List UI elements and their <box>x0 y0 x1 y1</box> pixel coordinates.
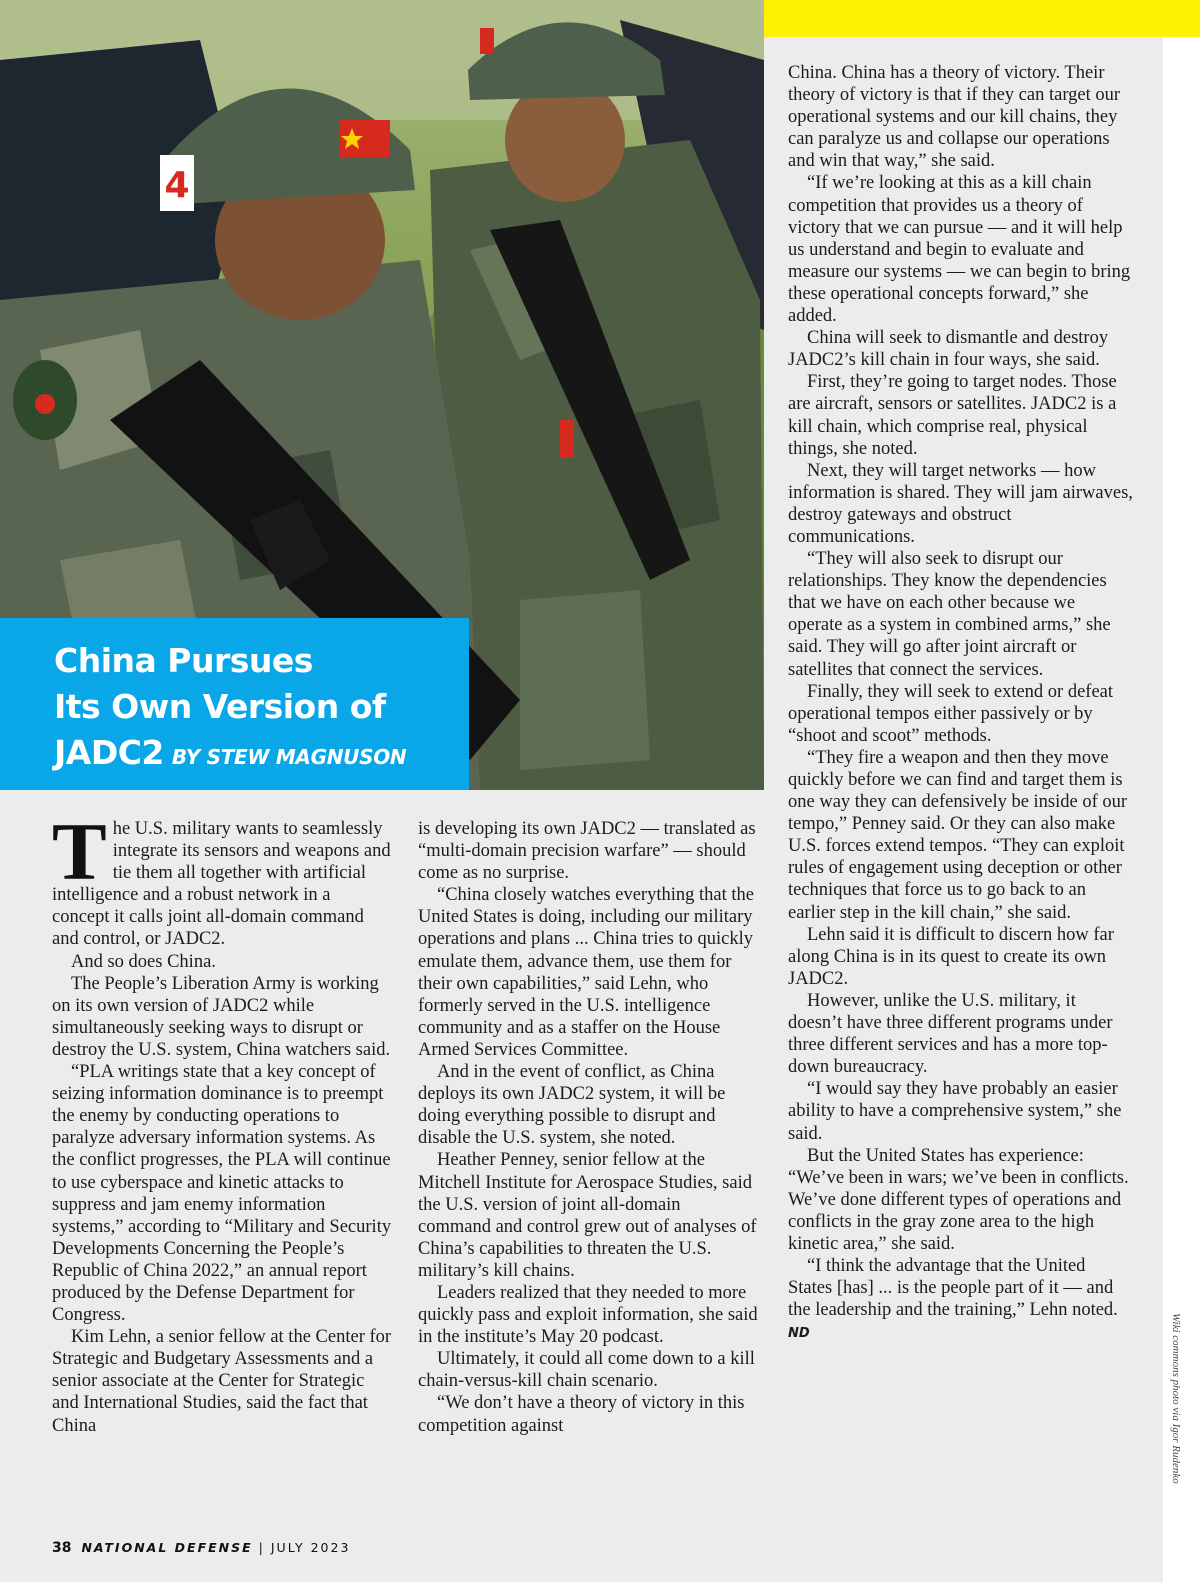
paragraph: China. China has a theory of victory. Their theory of victory is that if they can target our operational systems and our kill chains, they can paralyze us and collapse our operations and win that way,” she said. <box>788 63 1121 172</box>
paragraph: “They will also seek to disrupt our relationships. They know the dependencies that we have on each other because we operate as a system in combined arms,” she said. They will go after joint aircraft or satellites that connect the services. <box>788 549 1111 680</box>
paragraph: “We don’t have a theory of victory in this competition against <box>418 1393 745 1436</box>
magazine-name: NATIONAL DEFENSE <box>81 1540 253 1555</box>
paragraph: is developing its own JADC2 — translated as “multi-domain precision warfare” — should come as no surprise. <box>418 819 756 884</box>
headline-box <box>0 618 469 790</box>
paragraph: However, unlike the U.S. military, it doesn’t have three different programs under three different services and has a more top-down bureaucracy. <box>788 990 1113 1078</box>
paragraph: “If we’re looking at this as a kill chain competition that provides us a theory of victory that we can pursue — and it will help us understand and begin to evaluate and measure our systems — we can begin to bring these operational concepts forward,” she added. <box>788 173 1131 327</box>
helmet-number: 4 <box>164 165 190 206</box>
end-mark: ND <box>788 1326 810 1342</box>
paragraph: “PLA writings state that a key concept of seizing information dominance is to preempt the enemy by conducting operations to paralyze adversary information systems. As the conflict progresses, the PLA will continue to use cyberspace and kinetic attacks to suppress and jam enemy information systems,” according to “Military and Security Developments Concerning the People’s Republic of China 2022,” an annual report produced by the Defense Department for Congress. <box>52 1062 392 1326</box>
page-footer <box>52 1540 350 1556</box>
paragraph: Next, they will target networks — how information is shared. They will jam airwaves, destroy gateways and obstruct communications. <box>788 460 1133 547</box>
paragraph: Heather Penney, senior fellow at the Mitchell Institute for Aerospace Studies, said the U.S. version of joint all-domain command and control grew out of analyses of China’s capabilities to threaten the U.S. military’s kill chains. <box>418 1150 757 1281</box>
paragraph: Ultimately, it could all come down to a kill chain-versus-kill chain scenario. <box>418 1349 755 1392</box>
paragraph: And in the event of conflict, as China deploys its own JADC2 system, it will be doing everything possible to disrupt and disable the U.S. system, she noted. <box>418 1062 726 1149</box>
byline: BY STEW MAGNUSON <box>171 745 407 769</box>
paragraph: “China closely watches everything that the United States is doing, including our military operations and plans ... China tries to quickly emulate them, advance them, use them for their own capabilities,” said Lehn, who formerly served in the U.S. intelligence community and as a staffer on the House Armed Services Committee. <box>418 885 754 1060</box>
article-column-2 <box>418 818 758 1437</box>
paragraph: “They fire a weapon and then they move quickly before we can find and target them is one way they can defensively be inside of our tempo,” Penney said. Or they can also make U.S. forces extend tempos. “They can exploit rules of engagement using deception or other techniques that force us to go back to an earlier step in the kill chain,” she said. <box>788 747 1128 923</box>
headline-line-3 <box>54 730 469 780</box>
paragraph: The U.S. military wants to seamlessly integrate its sensors and weapons and tie them all together with artificial intelligence and a robust network in a concept it calls joint all-domain command and control, or JADC2. <box>52 806 391 950</box>
paragraph: And so does China. <box>71 951 216 972</box>
paragraph: Kim Lehn, a senior fellow at the Center for Strategic and Budgetary Assessments and a senior associate at the Center for Strategic and International Studies, said the fact that China <box>52 1327 392 1436</box>
paragraph: Leaders realized that they needed to more quickly pass and exploit information, she said in the institute’s May 20 podcast. <box>418 1282 758 1348</box>
paragraph: “I would say they have probably an easier ability to have a comprehensive system,” she said. <box>788 1079 1122 1144</box>
paragraph: Finally, they will seek to extend or defeat operational tempos either passively or by “shoot and scoot” methods. <box>788 681 1114 746</box>
headline-jadc2: JADC2 <box>54 733 164 772</box>
paragraph: “I think the advantage that the United States [has] ... is the people part of it — and the leadership and the training,” Lehn noted. ND <box>788 1256 1118 1342</box>
headline-line-2: Its Own Version of <box>54 687 386 726</box>
page-number: 38 <box>52 1540 72 1556</box>
article-column-3 <box>788 62 1133 1345</box>
paragraph: Lehn said it is difficult to discern how far along China is in its quest to create its own JADC2. <box>788 924 1114 989</box>
flag-patch-icon <box>480 28 494 54</box>
dropcap: T <box>52 806 107 897</box>
issue-date: JULY 2023 <box>270 1540 351 1555</box>
section-accent-bar <box>764 0 1200 37</box>
photo-credit: Wiki commons photo via Igor Rudenko <box>1170 1313 1182 1484</box>
footer-separator: | <box>258 1540 265 1555</box>
paragraph: But the United States has experience: “We’ve been in wars; we’ve been in conflicts. We’ve done different types of operations and conflicts in the gray zone area to the high kinetic area,” she said. <box>788 1145 1129 1254</box>
paragraph: The People’s Liberation Army is working on its own version of JADC2 while simultaneously seeking ways to disrupt or destroy the U.S. system, China watchers said. <box>52 973 391 1060</box>
paragraph: First, they’re going to target nodes. Those are aircraft, sensors or satellites. JADC2 is a kill chain, which comprise real, physical things, she noted. <box>788 372 1117 459</box>
article-column-1 <box>52 806 392 1437</box>
paragraph: China will seek to dismantle and destroy JADC2’s kill chain in four ways, she said. <box>788 328 1109 371</box>
headline-line-1: China Pursues <box>54 641 313 680</box>
